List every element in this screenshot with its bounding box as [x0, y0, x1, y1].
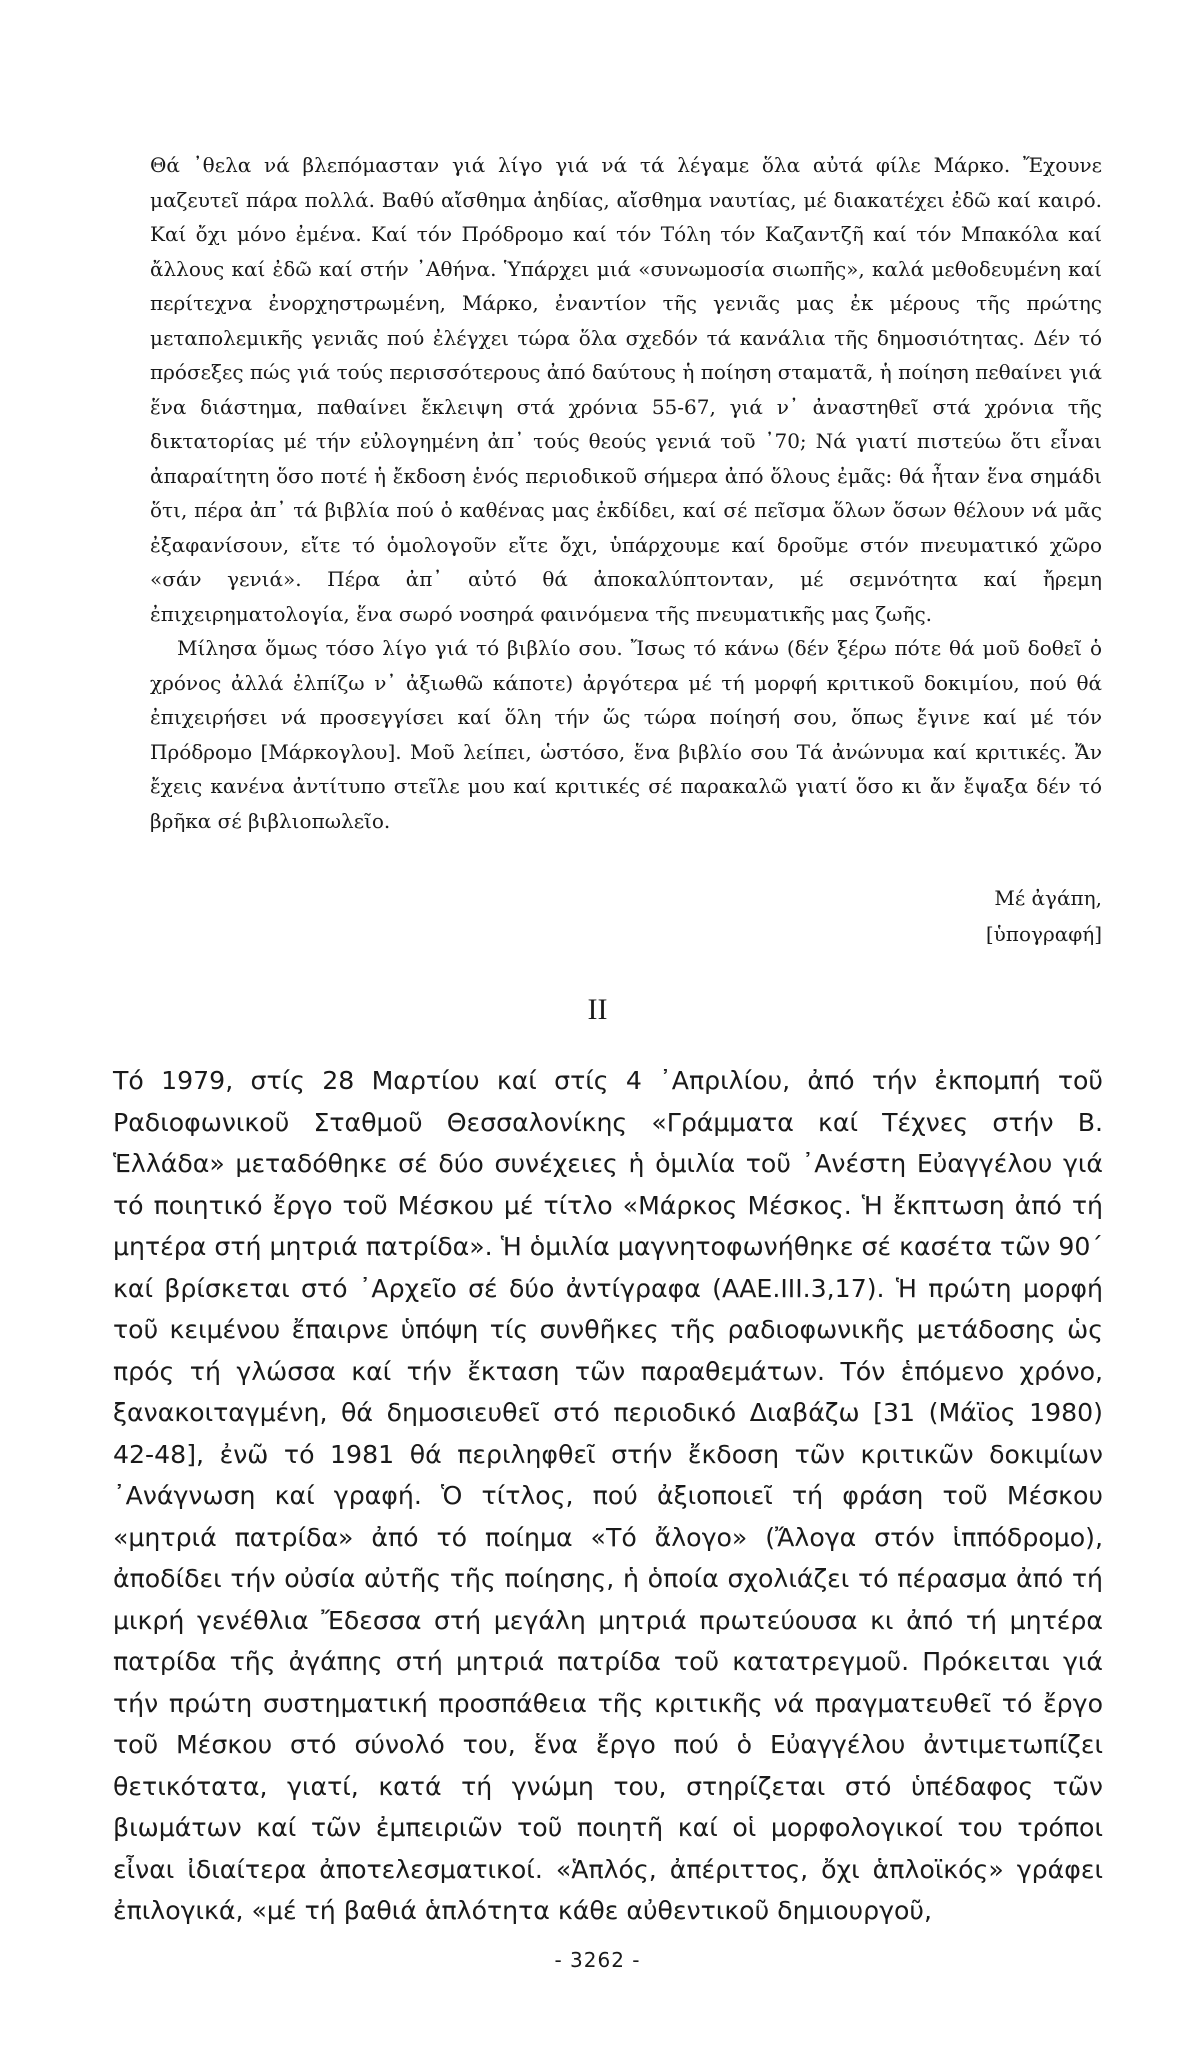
closing-salutation: Μέ ἀγάπη, — [994, 886, 1102, 910]
page-number: - 3262 - — [554, 1948, 641, 1972]
letter-paragraph: Θά ᾽θελα νά βλεπόμασταν γιά λίγο γιά νά τά λέγαμε ὅλα αὐτά φίλε Μάρκο. Ἔχουνε μαζευτεῖ πάρα πολλά. Βαθύ αἴσθημα ἀηδίας, αἴσθημα ναυτίας, μέ διακατέχει ἐδῶ καί καιρό. Καί ὄχι μόνο ἐμένα. Καί τόν Πρόδρομο καί τόν Τόλη τόν Καζαντζῆ καί τόν Μπακόλα καί ἄλλους καί ἐδῶ καί στήν ᾽Αθήνα. Ὑπάρχει μιά «συνωμοσία σιωπῆς», καλά μεθοδευμένη καί περίτεχνα ἐνορχηστρωμένη, Μάρκο, ἐναντίον τῆς γενιᾶς μας ἐκ μέρους τῆς πρώτης μεταπολεμικῆς γενιᾶς πού ἐλέγχει τώρα ὅλα σχεδόν τά κανάλια τῆς δημοσιότητας. Δέν τό πρόσεξες πώς γιά τούς περισσότερους ἀπό δαύτους ἡ ποίηση σταματᾶ, ἡ ποίηση πεθαίνει γιά ἕνα διάστημα, παθαίνει ἔκλειψη στά χρόνια 55-67, γιά ν᾽ ἀναστηθεῖ στά χρόνια τῆς δικτατορίας μέ τήν εὐλογημένη ἀπ᾽ τούς θεούς γενιά τοῦ ᾽70; Νά γιατί πιστεύω ὅτι εἶναι ἀπαραίτητη ὅσο ποτέ ἡ ἔκδοση ἑνός περιοδικοῦ σήμερα ἀπό ὅλους ἐμᾶς: θά ἦταν ἕνα σημάδι ὅτι, πέρα ἀπ᾽ τά βιβλία πού ὁ καθένας μας ἐκδίδει, καί σέ πεῖσμα ὅλων ὅσων θέλουν νά μᾶς ἐξαφανίσουν, εἴτε τό ὁμολογοῦν εἴτε ὄχι, ὑπάρχουμε καί δροῦμε στόν πνευματικό χῶρο «σάν γενιά». Πέρα ἀπ᾽ αὐτό θά ἀποκαλύπτονταν, μέ σεμνότητα καί ἤρεμη ἐπιχειρηματολογία, ἕνα σωρό νοσηρά φαινόμενα τῆς πνευματικῆς μας ζωῆς. — [150, 153, 1102, 626]
letter-paragraph: Μίλησα ὅμως τόσο λίγο γιά τό βιβλίο σου. Ἴσως τό κάνω (δέν ξέρω πότε θά μοῦ δοθεῖ ὁ χρόνος ἀλλά ἐλπίζω ν᾽ ἀξιωθῶ κάποτε) ἀργότερα μέ τή μορφή κριτικοῦ δοκιμίου, πού θά ἐπιχειρήσει νά προσεγγίσει καί ὅλη τήν ὥς τώρα ποίησή σου, ὅπως ἔγινε καί μέ τόν Πρόδρομο [Μάρκογλου]. Μοῦ λείπει, ὡστόσο, ἕνα βιβλίο σου Τά ἀνώνυμα καί κριτικές. Ἄν ἔχεις κανένα ἀντίτυπο στεῖλε μου καί κριτικές σέ παρακαλῶ γιατί ὅσο κι ἄν ἔψαξα δέν τό βρῆκα σέ βιβλιοπωλεῖο. — [150, 636, 1102, 833]
letter-body — [150, 148, 1102, 838]
letter-closing — [150, 880, 1102, 952]
essay-body — [113, 1060, 1103, 1932]
essay-paragraph: Τό 1979, στίς 28 Μαρτίου καί στίς 4 ᾽Απριλίου, ἀπό τήν ἐκπομπή τοῦ Ραδιοφωνικοῦ Σταθμοῦ Θεσσαλονίκης «Γράμματα καί Τέχνες στήν Β. Ἑλλάδα» μεταδόθηκε σέ δύο συνέχειες ἡ ὁμιλία τοῦ ᾽Ανέστη Εὐαγγέλου γιά τό ποιητικό ἔργο τοῦ Μέσκου μέ τίτλο «Μάρκος Μέσκος. Ἡ ἔκπτωση ἀπό τή μητέρα στή μητριά πατρίδα». Ἡ ὁμιλία μαγνητοφωνήθηκε σέ κασέτα τῶν 90΄ καί βρίσκεται στό ᾽Αρχεῖο σέ δύο ἀντίγραφα (ΑΑΕ.ΙΙΙ.3,17). Ἡ πρώτη μορφή τοῦ κειμένου ἔπαιρνε ὑπόψη τίς συνθῆκες τῆς ραδιοφωνικῆς μετάδοσης ὡς πρός τή γλώσσα καί τήν ἔκταση τῶν παραθεμάτων. Τόν ἑπόμενο χρόνο, ξανακοιταγμένη, θά δημοσιευθεῖ στό περιοδικό Διαβάζω [31 (Μάϊος 1980) 42-48], ἐνῶ τό 1981 θά περιληφθεῖ στήν ἔκδοση τῶν κριτικῶν δοκιμίων ᾽Ανάγνωση καί γραφή. Ὁ τίτλος, πού ἀξιοποιεῖ τή φράση τοῦ Μέσκου «μητριά πατρίδα» ἀπό τό ποίημα «Τό ἄλογο» (Ἄλογα στόν ἱππόδρομο), ἀποδίδει τήν οὐσία αὐτῆς τῆς ποίησης, ἡ ὁποία σχολιάζει τό πέρασμα ἀπό τή μικρή γενέθλια Ἔδεσσα στή μεγάλη μητριά πρωτεύουσα κι ἀπό τή μητέρα πατρίδα τῆς ἀγάπης στή μητριά πατρίδα τοῦ κατατρεγμοῦ. Πρόκειται γιά τήν πρώτη συστηματική προσπάθεια τῆς κριτικῆς νά πραγματευθεῖ τό ἔργο τοῦ Μέσκου στό σύνολό του, ἕνα ἔργο πού ὁ Εὐαγγέλου ἀντιμετωπίζει θετικότατα, γιατί, κατά τή γνώμη του, στηρίζεται στό ὑπέδαφος τῶν βιωμάτων καί τῶν ἐμπειριῶν τοῦ ποιητῆ καί οἱ μορφολογικοί του τρόποι εἶναι ἰδιαίτερα ἀποτελεσματικοί. «Ἁπλός, ἀπέριττος, ὄχι ἁπλοϊκός» γράφει ἐπιλογικά, «μέ τή βαθιά ἁπλότητα κάθε αὐθεντικοῦ δημιουργοῦ, — [113, 1066, 1103, 1925]
section-numeral: II — [587, 993, 608, 1026]
signature-placeholder: [ὑπογραφή] — [985, 922, 1102, 946]
